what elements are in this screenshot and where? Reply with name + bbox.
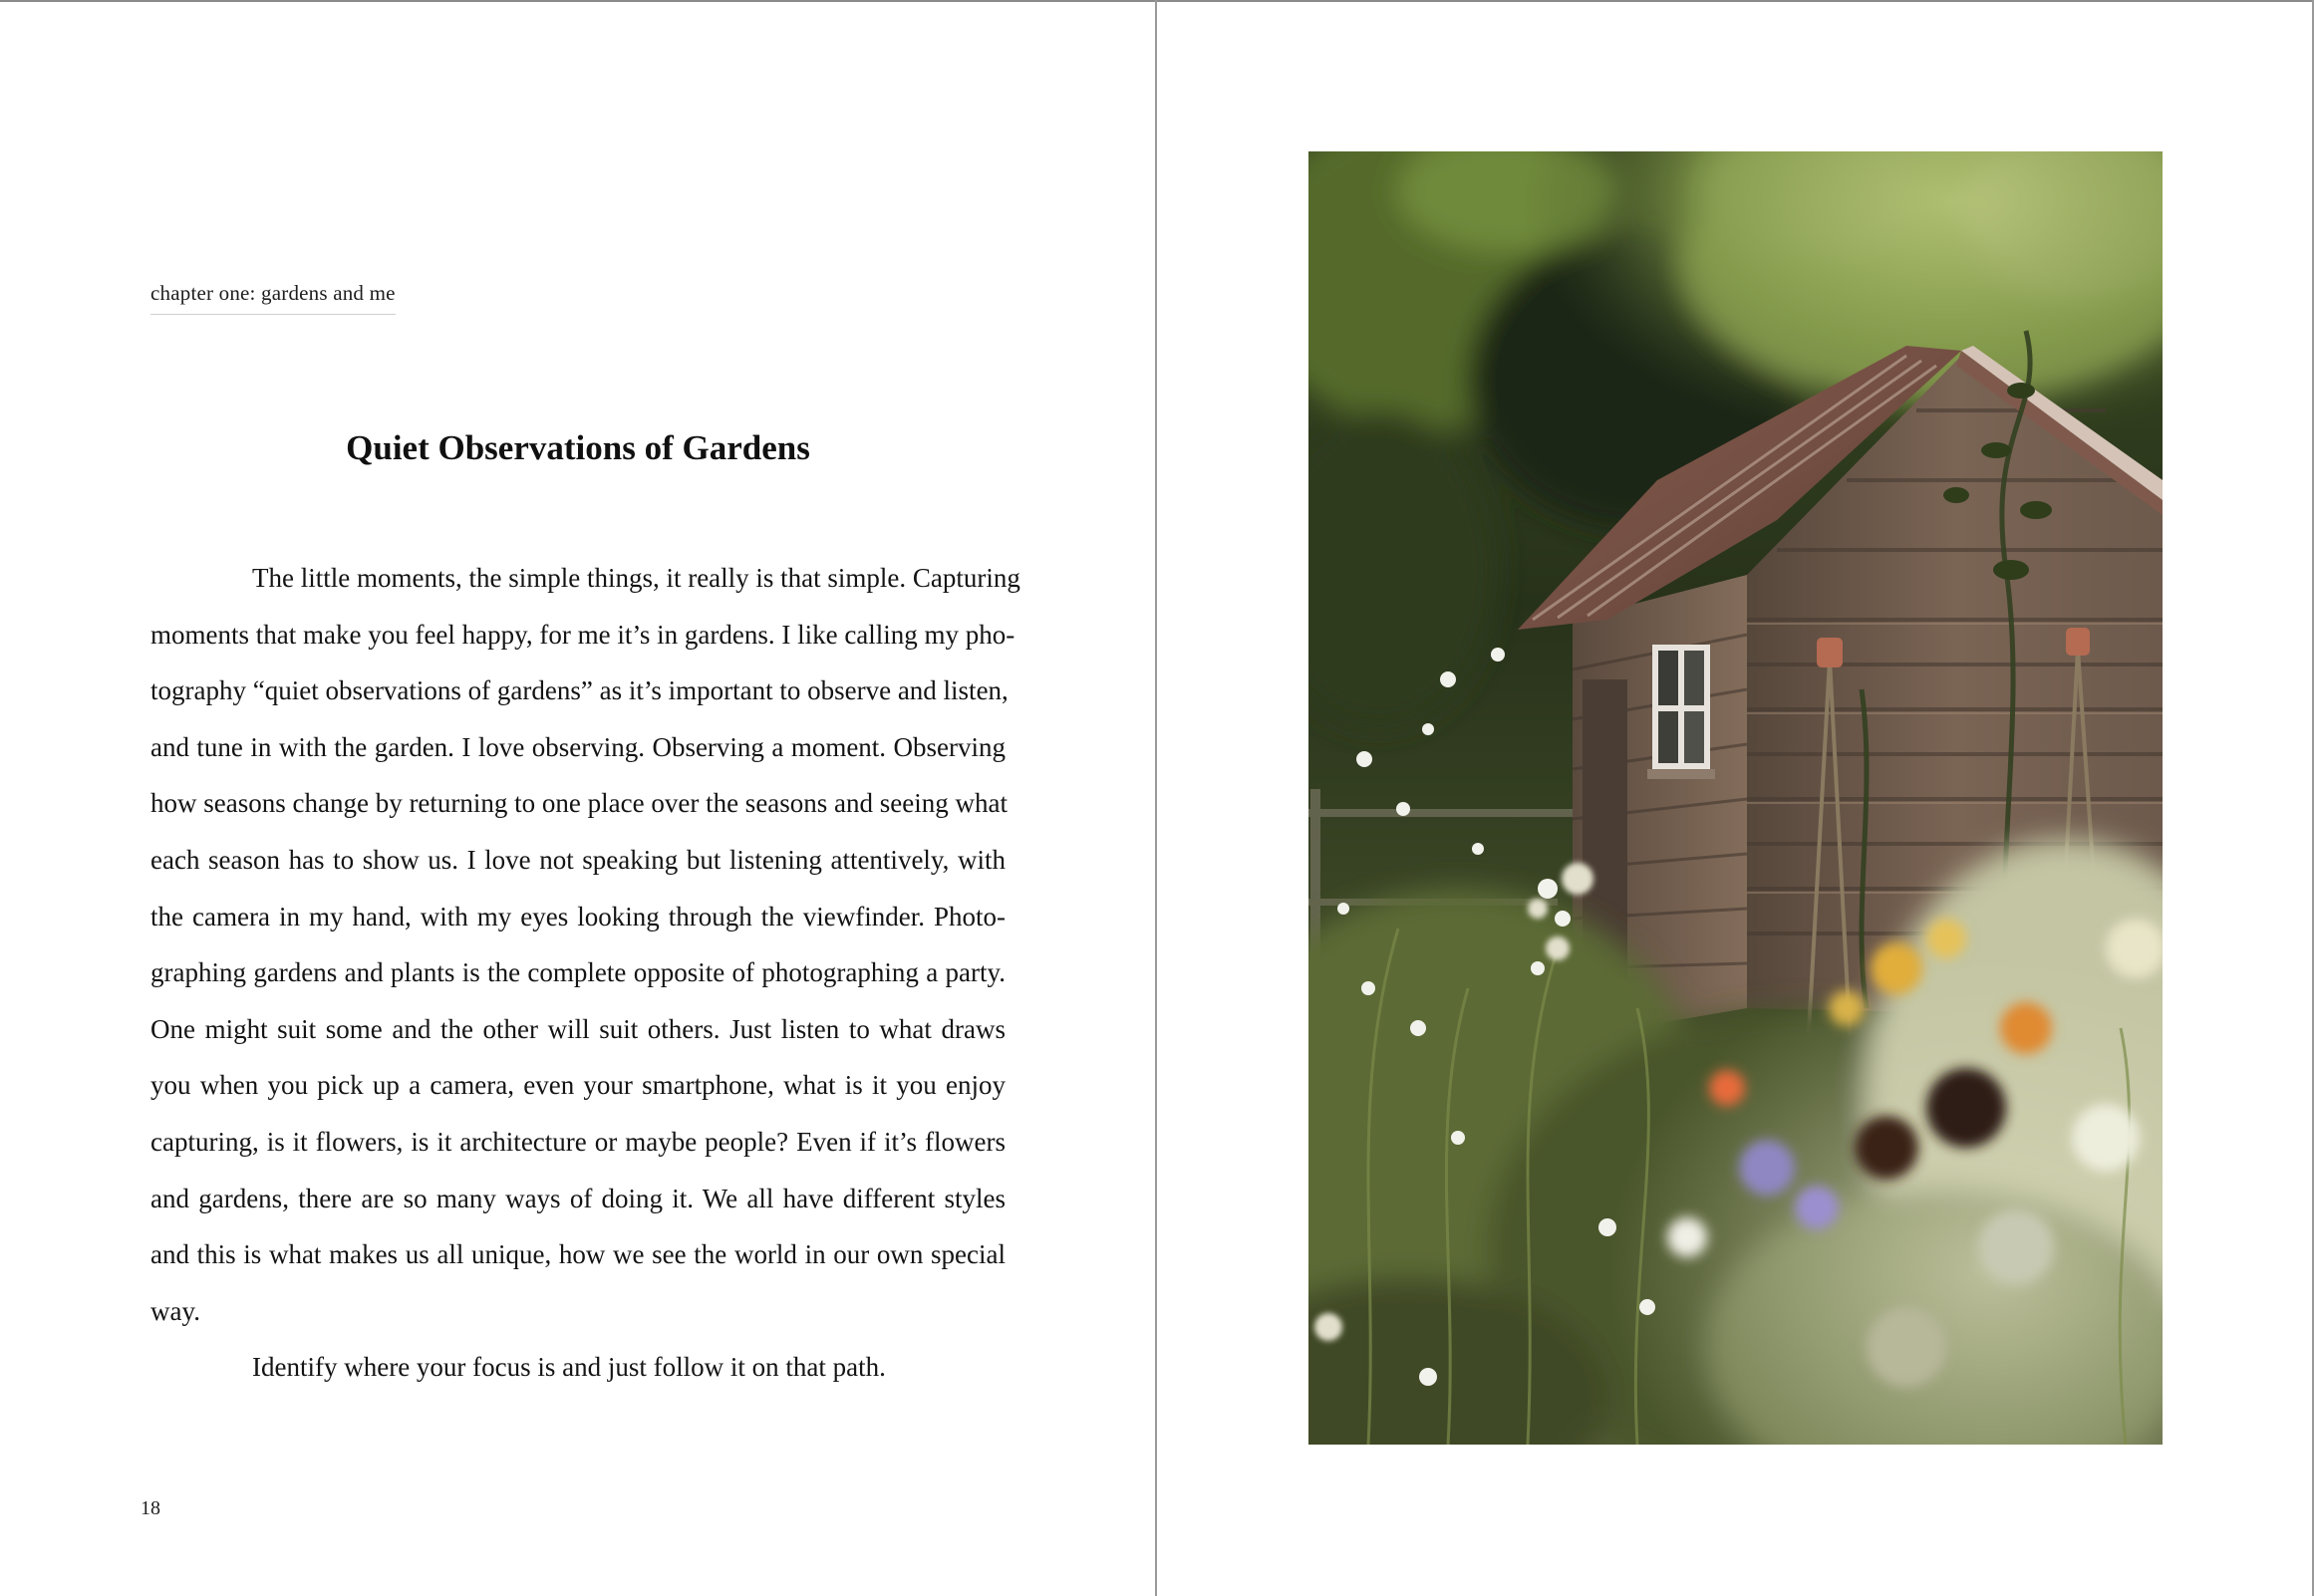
body-line: One might suit some and the other will suit others. Just listen to what draws (150, 1013, 1006, 1044)
page-number: 18 (141, 1497, 160, 1519)
garden-shed-photo (1308, 151, 2163, 1445)
body-line: capturing, is it flowers, is it architecture or maybe people? Even if it’s flowers (150, 1126, 1006, 1157)
right-page (1157, 0, 2312, 1596)
body-line: graphing gardens and plants is the complete opposite of photographing a party. (150, 957, 1006, 988)
body-line: how seasons change by returning to one place over the seasons and seeing what (150, 788, 1008, 819)
body-line: tography “quiet observations of gardens” as it’s important to observe and listen, (150, 675, 1009, 706)
running-head: chapter one: gardens and me (150, 281, 396, 315)
body-line: and tune in with the garden. I love observing. Observing a moment. Observing (150, 731, 1006, 762)
body-line: each season has to show us. I love not speaking but listening attentively, with (150, 844, 1006, 875)
body-line: moments that make you feel happy, for me it’s in gardens. I like calling my pho- (150, 619, 1015, 650)
body-line: The little moments, the simple things, it really is that simple. Capturing (252, 563, 1020, 593)
body-line: and this is what makes us all unique, how we see the world in our own special (150, 1239, 1006, 1270)
body-line: Identify where your focus is and just follow it on that path. (252, 1352, 886, 1383)
body-line: way. (150, 1295, 200, 1326)
body-text (150, 550, 1020, 1396)
left-page (0, 0, 1155, 1596)
body-line: you when you pick up a camera, even your smartphone, what is it you enjoy (150, 1070, 1006, 1101)
body-line: the camera in my hand, with my eyes looking through the viewfinder. Photo- (150, 901, 1006, 931)
chapter-title: Quiet Observations of Gardens (346, 428, 810, 467)
body-line: and gardens, there are so many ways of doing it. We all have different styles (150, 1183, 1006, 1213)
